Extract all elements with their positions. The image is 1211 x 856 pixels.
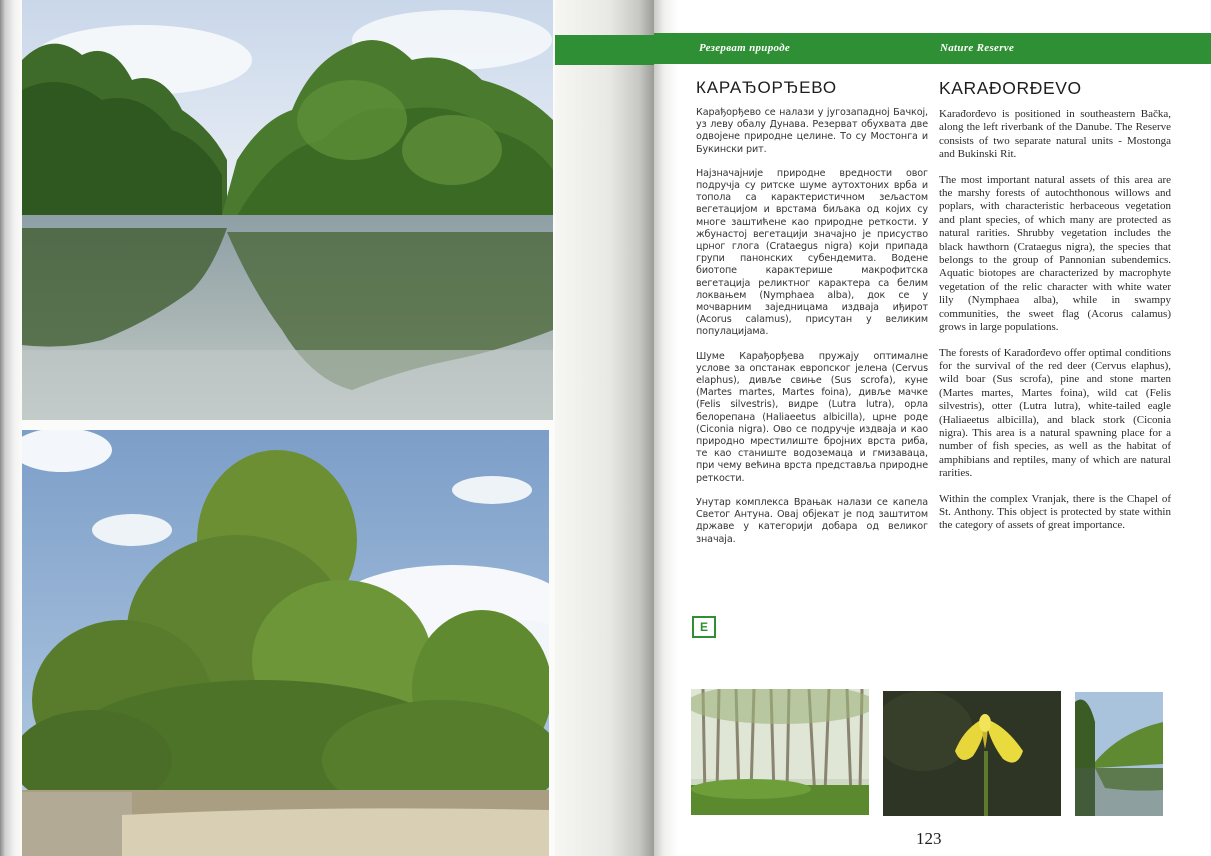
header-label-serbian: Резерват природе — [699, 42, 791, 54]
photo-danube-river-trees — [22, 0, 553, 420]
serbian-column — [696, 78, 928, 558]
thumbnail-yellow-iris — [883, 691, 1061, 816]
serbian-title: КАРАЂОРЂЕВО — [696, 78, 837, 97]
book-spine-edge — [0, 0, 22, 856]
english-paragraph: The most important natural assets of this area are the marshy forests of autochthonous willows and poplars, with characteristic herbaceous vegetation and plant species, of which many are protected as natural rarities. Shrubby vegetation includes the black hawthorn (Crataegus nigra), the species that belongs to the group of Pannonian subendemics. Aquatic biotopes are characterized by macrophyte vegetation of the relic character with white water lily (Nymphaea alba), while in swampy communities, the sweet flag (Acorus calamus) grows in large populations. — [939, 173, 1171, 334]
thumbnail-river-landscape — [1075, 692, 1163, 816]
english-paragraph: Within the complex Vranjak, there is the Chapel of St. Anthony. This object is protected by state within the category of assets of great importance. — [939, 492, 1171, 532]
header-band-left-tab — [555, 35, 654, 65]
english-paragraph: Karađorđevo is positioned in southeastern Bačka, along the left riverbank of the Danube. The Reserve consists of two separate natural units - Mostonga and Bukinski Rit. — [939, 108, 1171, 161]
book-gutter — [555, 0, 654, 856]
english-column — [939, 78, 1171, 545]
serbian-paragraph: Шуме Карађорђева пружају оптималне услове за опстанак европског јелена (Cervus elaphus), дивље свиње (Sus scrofa), куне (Martes martes, Martes foina), дивље мачке (Felis silvestris), видре (Lutra lutra), орла белорепана (Haliaeetus albicilla), црне роде (Ciconia nigra). Ово се подручје издваја и као природно мрестилиште бројних врста риба, те као станиште водоземаца и гмизаваца, при чему већина врста представља природне реткости. — [696, 350, 928, 484]
thumbnail-poplar-forest — [691, 689, 869, 815]
language-badge: E — [692, 616, 716, 638]
english-title: KARAĐORĐEVO — [939, 78, 1082, 98]
header-label-english: Nature Reserve — [940, 42, 1015, 54]
serbian-paragraph: Најзначајније природне вредности овог подручја су ритске шуме аутохтоних врба и топола са карактеристичном зељастом вегетацијом и врстама биљака од којих су многе заштићене као природне реткости. У жбунастој вегетацији значајно је присуство црног глога (Crataegus nigra) који припада групи панонских субендемита. Водене биотопе карактерише макрофитска вегетација реликтног карактера са белим локвањем (Nymphaea alba), док се у мочварним заједницама издваја иђирот (Acorus calamus), присутан у великим популацијама. — [696, 167, 928, 338]
right-page — [654, 0, 1211, 856]
serbian-paragraph: Карађорђево се налази у југозападној Бачкој, уз леву обалу Дунава. Резерват обухвата две одвојене природне целине. То су Мостонга и Букински рит. — [696, 107, 928, 155]
page-number: 123 — [916, 829, 942, 848]
english-paragraph: The forests of Karađorđevo offer optimal conditions for the survival of the red deer (Cervus elaphus), wild boar (Sus scrofa), pine and stone marten (Martes martes, Martes foina), wild cat (Felis silvestris), otter (Lutra lutra), white-tailed eagle (Haliaeetus albicilla), and black stork (Ciconia nigra). This area is a natural spawning place for a number of fish species, as well as the habitat of amphibians and reptiles, many of which are natural rarities. — [939, 346, 1171, 480]
serbian-paragraph: Унутар комплекса Врањак налази се капела Светог Антуна. Овај објекат је под заштитом државе у категорији добара од великог значаја. — [696, 496, 928, 545]
photo-willow-riverbank — [22, 430, 549, 856]
header-band — [654, 33, 1211, 64]
